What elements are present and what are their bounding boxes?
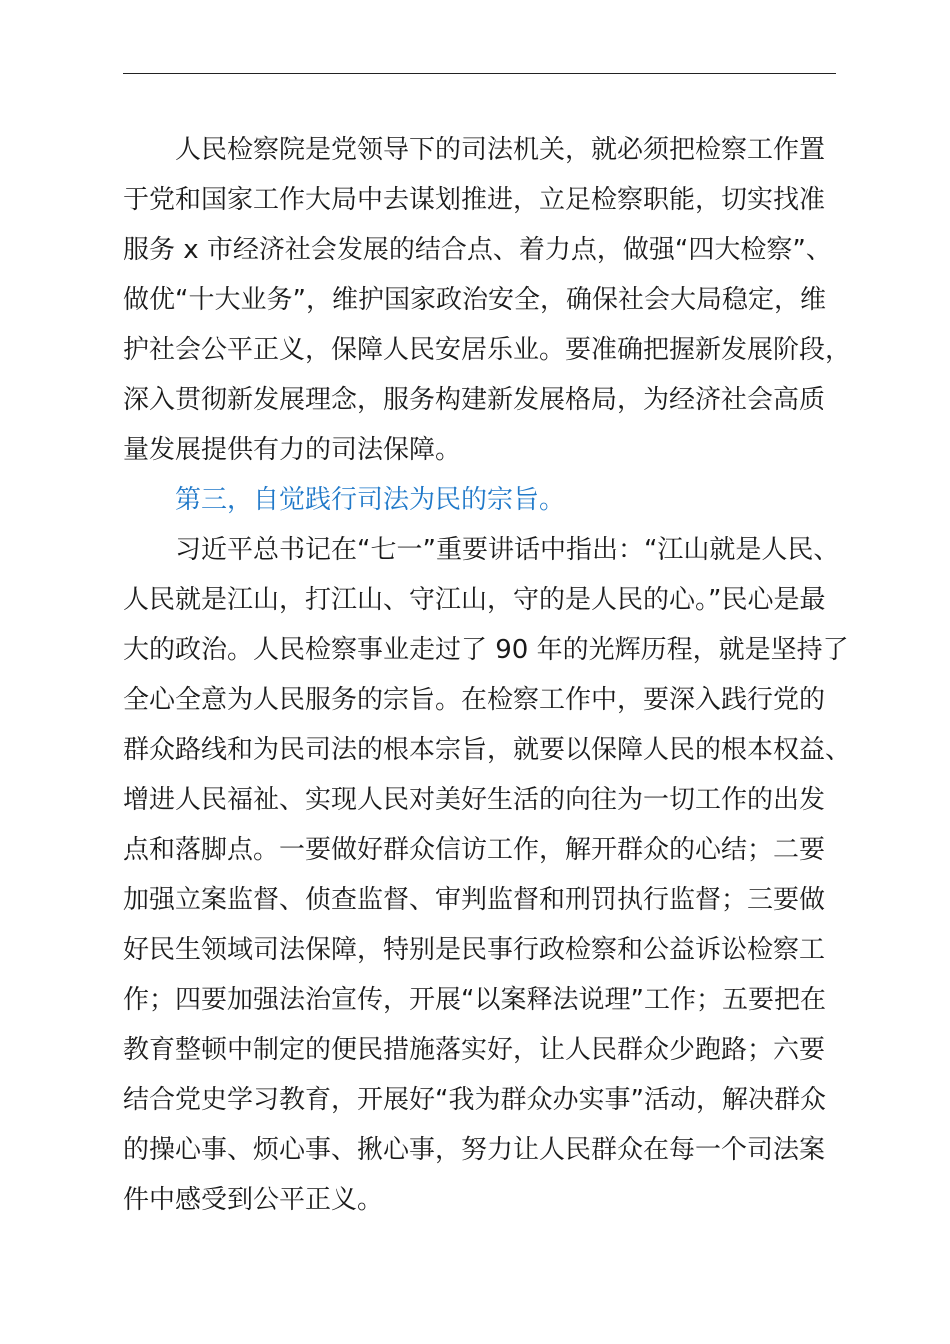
- paragraph-line: 服务 x 市经济社会发展的结合点、着力点，做强“四大检察”、: [123, 235, 832, 265]
- paragraph-line: 人民就是江山，打江山、守江山，守的是人民的心。”民心是最: [123, 585, 826, 615]
- header-rule: [123, 73, 836, 74]
- paragraph-line: 件中感受到公平正义。: [123, 1185, 384, 1215]
- paragraph-line: 习近平总书记在“七一”重要讲话中指出：“江山就是人民、: [175, 535, 840, 565]
- paragraph-line: 加强立案监督、侦查监督、审判监督和刑罚执行监督；三要做: [123, 885, 826, 915]
- section-heading: 第三，自觉践行司法为民的宗旨。: [175, 485, 566, 515]
- paragraph-line: 人民检察院是党领导下的司法机关，就必须把检察工作置: [175, 135, 826, 165]
- paragraph-line: 深入贯彻新发展理念，服务构建新发展格局，为经济社会高质: [123, 385, 826, 415]
- paragraph-line: 做优“十大业务”，维护国家政治安全，确保社会大局稳定，维: [123, 285, 826, 315]
- paragraph-line: 点和落脚点。一要做好群众信访工作，解开群众的心结；二要: [123, 835, 826, 865]
- paragraph-line: 结合党史学习教育，开展好“我为群众办实事”活动，解决群众: [123, 1085, 826, 1115]
- paragraph-line: 增进人民福祉、实现人民对美好生活的向往为一切工作的出发: [123, 785, 826, 815]
- paragraph-line: 护社会公平正义，保障人民安居乐业。要准确把握新发展阶段，: [123, 335, 852, 365]
- paragraph-line: 作；四要加强法治宣传，开展“以案释法说理”工作；五要把在: [123, 985, 826, 1015]
- paragraph-line: 量发展提供有力的司法保障。: [123, 435, 462, 465]
- paragraph-line: 于党和国家工作大局中去谋划推进，立足检察职能，切实找准: [123, 185, 826, 215]
- paragraph-line: 好民生领域司法保障，特别是民事行政检察和公益诉讼检察工: [123, 935, 826, 965]
- paragraph-line: 的操心事、烦心事、揪心事，努力让人民群众在每一个司法案: [123, 1135, 826, 1165]
- paragraph-line: 教育整顿中制定的便民措施落实好，让人民群众少跑路；六要: [123, 1035, 826, 1065]
- paragraph-line: 大的政治。人民检察事业走过了 90 年的光辉历程，就是坚持了: [123, 635, 849, 665]
- document-body: [123, 125, 863, 1225]
- paragraph-line: 全心全意为人民服务的宗旨。在检察工作中，要深入践行党的: [123, 685, 826, 715]
- paragraph-line: 群众路线和为民司法的根本宗旨，就要以保障人民的根本权益、: [123, 735, 852, 765]
